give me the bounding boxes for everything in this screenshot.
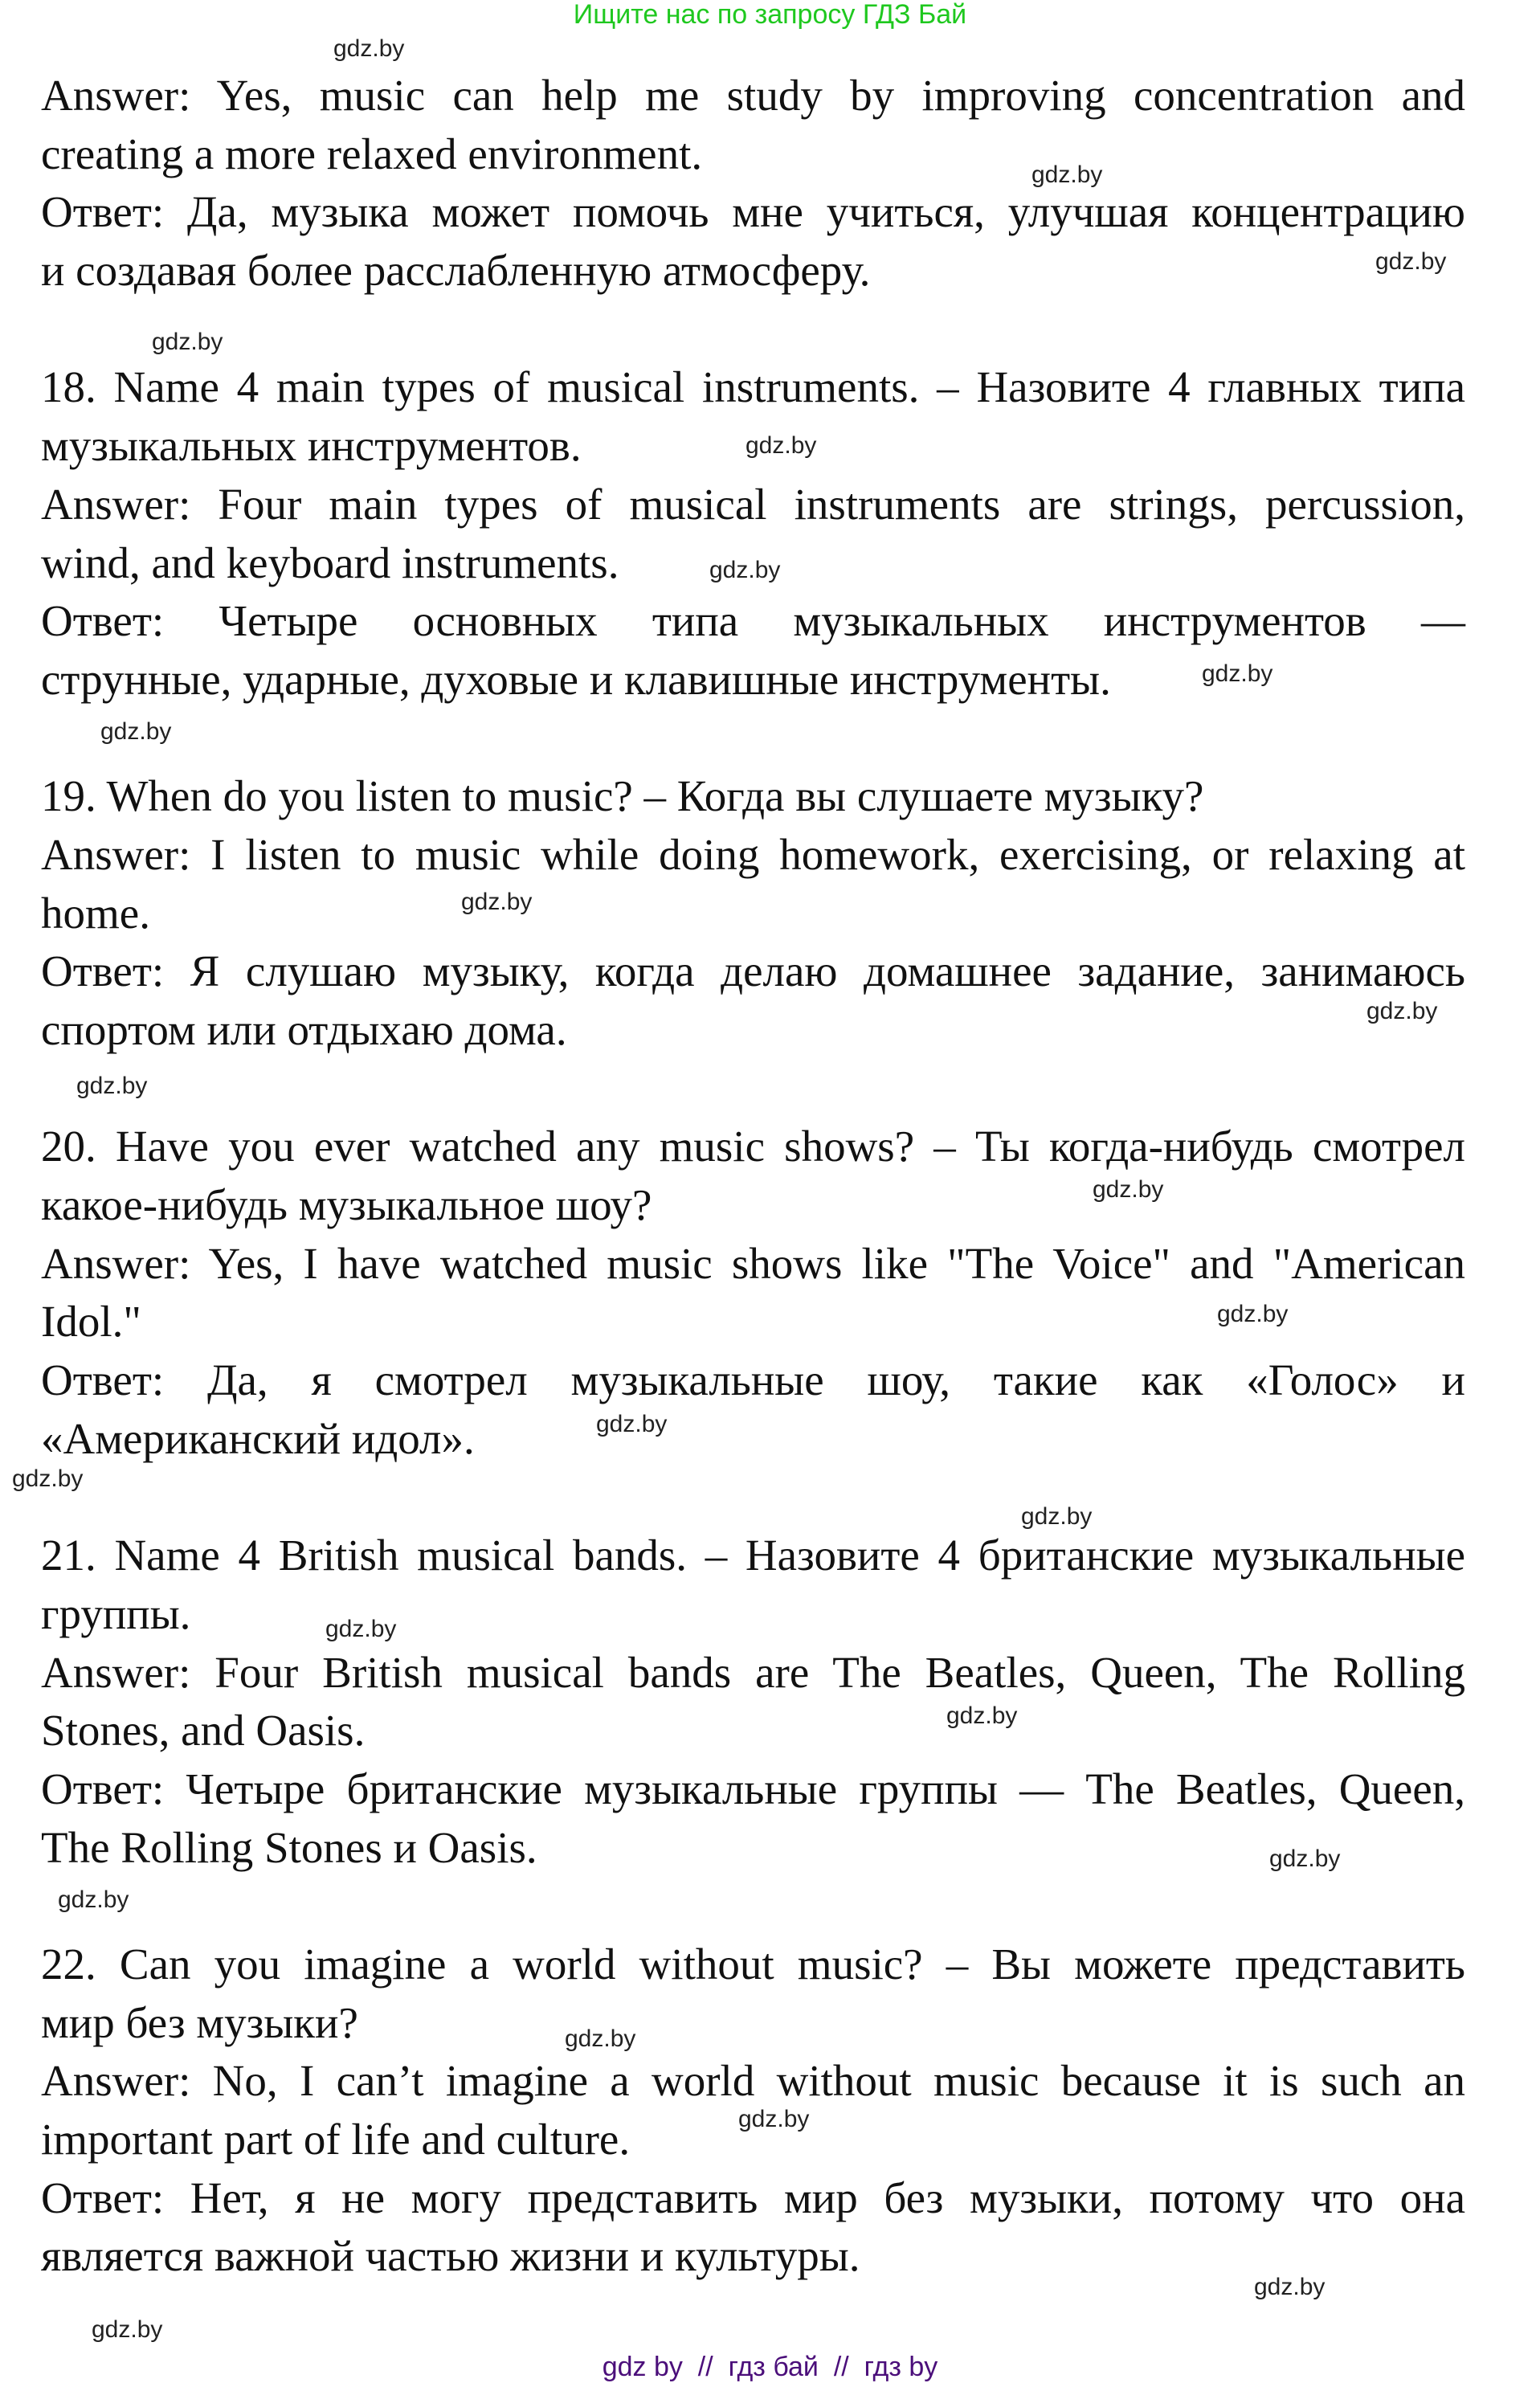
text-line: мир без музыки?	[41, 1997, 358, 2047]
text-line: 20. Have you ever watched any music shows? – Ты когда-нибудь смотрел	[41, 1122, 1465, 1171]
text-line: 18. Name 4 main types of musical instruments. – Назовите 4 главных типа	[41, 362, 1465, 412]
text-line: Answer: No, I can’t imagine a world without music because it is such an	[41, 2056, 1465, 2106]
text-line: wind, and keyboard instruments.	[41, 538, 619, 587]
text-line: Answer: Yes, I have watched music shows like "The Voice" and "American	[41, 1238, 1465, 1288]
qa-block	[41, 1527, 1465, 1877]
text-line: Idol."	[41, 1297, 141, 1347]
qa-block	[41, 67, 1465, 300]
watermark: gdz.by	[152, 329, 223, 355]
text-line: important part of life and culture.	[41, 2115, 631, 2164]
watermark: gdz.by	[1202, 660, 1273, 687]
text-line: спортом или отдыхаю дома.	[41, 1005, 567, 1054]
watermark: gdz.by	[333, 35, 405, 62]
qa-block	[41, 767, 1465, 1059]
text-line: струнные, ударные, духовые и клавишные инструменты.	[41, 654, 1111, 704]
text-line: Ответ: Да, музыка может помочь мне учиться, улучшая концентрацию	[41, 187, 1465, 237]
watermark: gdz.by	[12, 1465, 84, 1492]
text-line: является важной частью жизни и культуры.	[41, 2231, 860, 2281]
watermark: gdz.by	[1093, 1176, 1164, 1203]
qa-block	[41, 1118, 1465, 1468]
watermark: gdz.by	[461, 889, 533, 915]
watermark: gdz.by	[1269, 1845, 1341, 1872]
search-hint-banner: Ищите нас по запросу ГДЗ Бай	[573, 0, 967, 30]
text-line: Ответ: Да, я смотрел музыкальные шоу, такие как «Голос» и	[41, 1355, 1465, 1405]
watermark: gdz.by	[745, 432, 817, 459]
text-line: группы.	[41, 1588, 191, 1638]
watermark: gdz.by	[100, 718, 172, 745]
text-line: Ответ: Я слушаю музыку, когда делаю домашнее задание, занимаюсь	[41, 946, 1465, 996]
text-line: Ответ: Четыре британские музыкальные группы — The Beatles, Queen,	[41, 1764, 1465, 1813]
watermark: gdz.by	[1254, 2274, 1326, 2300]
watermark: gdz.by	[1031, 161, 1103, 188]
watermark: gdz.by	[565, 2025, 636, 2052]
text-line: «Американский идол».	[41, 1413, 475, 1463]
text-line: The Rolling Stones и Oasis.	[41, 1822, 537, 1872]
watermark: gdz.by	[325, 1616, 397, 1642]
watermark: gdz.by	[946, 1702, 1018, 1729]
text-line: Answer: Four main types of musical instruments are strings, percussion,	[41, 479, 1465, 529]
watermark: gdz.by	[709, 557, 781, 583]
watermark: gdz.by	[1366, 998, 1438, 1024]
text-line: Answer: Yes, music can help me study by improving concentration and	[41, 71, 1465, 120]
watermark: gdz.by	[1021, 1503, 1093, 1530]
text-line: creating a more relaxed environment.	[41, 129, 703, 178]
text-line: 22. Can you imagine a world without music? – Вы можете представить	[41, 1940, 1465, 1989]
text-line: Stones, and Oasis.	[41, 1706, 366, 1756]
watermark: gdz.by	[58, 1886, 129, 1913]
footer-links: gdz by // гдз бай // гдз by	[602, 2352, 938, 2382]
text-line: Answer: Four British musical bands are The Beatles, Queen, The Rolling	[41, 1647, 1465, 1697]
watermark: gdz.by	[1217, 1301, 1289, 1327]
watermark: gdz.by	[1375, 248, 1447, 275]
qa-block	[41, 358, 1465, 709]
text-line: Ответ: Нет, я не могу представить мир без музыки, потому что она	[41, 2172, 1465, 2222]
watermark: gdz.by	[738, 2106, 810, 2132]
text-line: Answer: I listen to music while doing homework, exercising, or relaxing at	[41, 829, 1465, 879]
text-line: музыкальных инструментов.	[41, 421, 582, 471]
text-line: 21. Name 4 British musical bands. – Назовите 4 британские музыкальные	[41, 1531, 1465, 1580]
watermark: gdz.by	[76, 1073, 148, 1099]
text-line: и создавая более расслабленную атмосферу.	[41, 246, 871, 296]
text-line: home.	[41, 888, 150, 938]
text-line: 19. When do you listen to music? – Когда вы слушаете музыку?	[41, 771, 1204, 821]
text-line: Ответ: Четыре основных типа музыкальных инструментов —	[41, 596, 1465, 646]
watermark: gdz.by	[92, 2316, 163, 2343]
watermark: gdz.by	[596, 1411, 668, 1437]
document-body	[41, 67, 1465, 2286]
text-line: какое-нибудь музыкальное шоу?	[41, 1180, 652, 1230]
